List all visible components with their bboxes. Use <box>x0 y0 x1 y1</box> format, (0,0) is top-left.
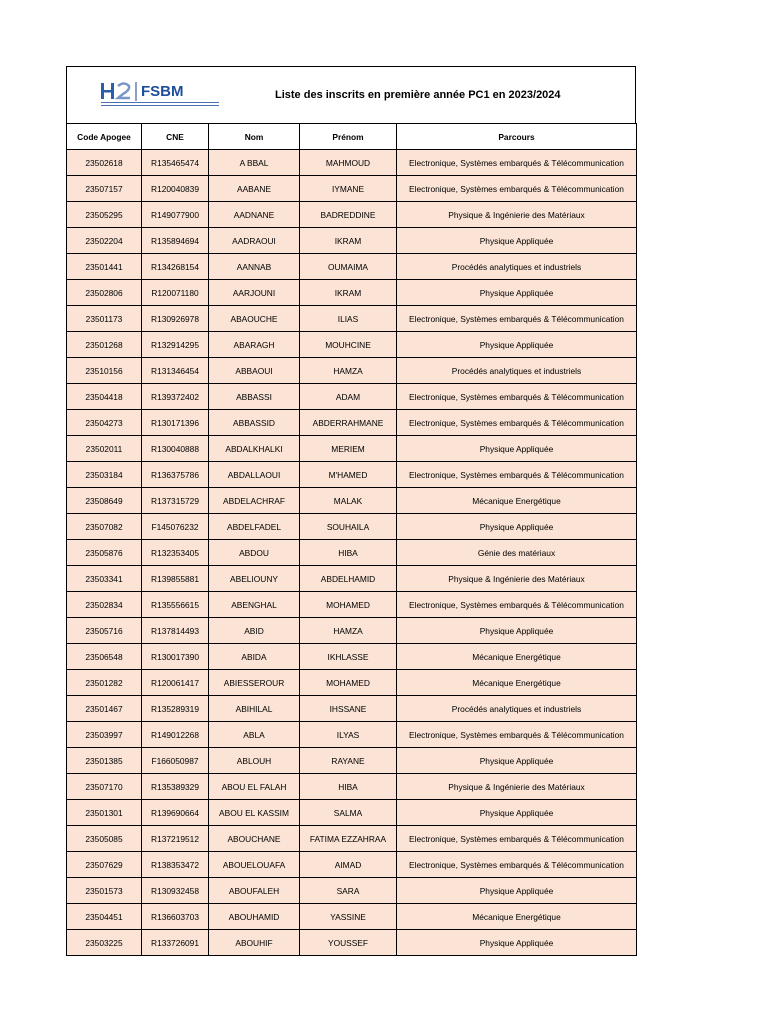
parcours-cell: Physique Appliquée <box>397 228 637 254</box>
prenom-cell: IKRAM <box>300 280 397 306</box>
parcours-cell: Electronique, Systèmes embarqués & Télécommunication <box>397 592 637 618</box>
code-apogee-cell: 23502834 <box>67 592 142 618</box>
cne-cell: R131346454 <box>142 358 209 384</box>
code-apogee-cell: 23503184 <box>67 462 142 488</box>
parcours-cell: Physique Appliquée <box>397 878 637 904</box>
parcours-cell: Procédés analytiques et industriels <box>397 696 637 722</box>
prenom-cell: IKRAM <box>300 228 397 254</box>
parcours-cell: Electronique, Systèmes embarqués & Télécommunication <box>397 150 637 176</box>
code-apogee-cell: 23502618 <box>67 150 142 176</box>
prenom-cell: YASSINE <box>300 904 397 930</box>
prenom-cell: IHSSANE <box>300 696 397 722</box>
table-header-row <box>67 124 637 150</box>
nom-cell: AANNAB <box>209 254 300 280</box>
prenom-cell: ADAM <box>300 384 397 410</box>
cne-cell: R136375786 <box>142 462 209 488</box>
cne-cell: R135894694 <box>142 228 209 254</box>
prenom-cell: ABDELHAMID <box>300 566 397 592</box>
table-row <box>67 228 637 254</box>
table-row <box>67 644 637 670</box>
code-apogee-cell: 23505295 <box>67 202 142 228</box>
parcours-cell: Electronique, Systèmes embarqués & Télécommunication <box>397 306 637 332</box>
table-row <box>67 696 637 722</box>
nom-cell: ABOUHAMID <box>209 904 300 930</box>
table-row <box>67 826 637 852</box>
parcours-cell: Electronique, Systèmes embarqués & Télécommunication <box>397 462 637 488</box>
table-row <box>67 748 637 774</box>
table-row <box>67 280 637 306</box>
parcours-cell: Physique & Ingénierie des Matériaux <box>397 202 637 228</box>
column-header-code-apogee: Code Apogee <box>67 124 142 150</box>
code-apogee-cell: 23501301 <box>67 800 142 826</box>
code-apogee-cell: 23501573 <box>67 878 142 904</box>
nom-cell: AARJOUNI <box>209 280 300 306</box>
code-apogee-cell: 23502806 <box>67 280 142 306</box>
cne-cell: R138353472 <box>142 852 209 878</box>
table-body <box>67 150 637 956</box>
table-row <box>67 670 637 696</box>
document-header <box>66 66 636 123</box>
parcours-cell: Physique & Ingénierie des Matériaux <box>397 566 637 592</box>
nom-cell: ABID <box>209 618 300 644</box>
cne-cell: R137814493 <box>142 618 209 644</box>
code-apogee-cell: 23503997 <box>67 722 142 748</box>
cne-cell: R135465474 <box>142 150 209 176</box>
nom-cell: ABBASSID <box>209 410 300 436</box>
code-apogee-cell: 23505716 <box>67 618 142 644</box>
table-row <box>67 462 637 488</box>
code-apogee-cell: 23501173 <box>67 306 142 332</box>
column-header-prenom: Prénom <box>300 124 397 150</box>
nom-cell: ABARAGH <box>209 332 300 358</box>
document-sheet <box>66 66 636 956</box>
prenom-cell: HAMZA <box>300 618 397 644</box>
prenom-cell: ILIAS <box>300 306 397 332</box>
parcours-cell: Génie des matériaux <box>397 540 637 566</box>
nom-cell: ABOUHIF <box>209 930 300 956</box>
prenom-cell: FATIMA EZZAHRAA <box>300 826 397 852</box>
table-row <box>67 410 637 436</box>
cne-cell: R130171396 <box>142 410 209 436</box>
table-row <box>67 150 637 176</box>
code-apogee-cell: 23505085 <box>67 826 142 852</box>
table-row <box>67 540 637 566</box>
code-apogee-cell: 23508649 <box>67 488 142 514</box>
table-row <box>67 904 637 930</box>
code-apogee-cell: 23504273 <box>67 410 142 436</box>
cne-cell: R137315729 <box>142 488 209 514</box>
cne-cell: R135289319 <box>142 696 209 722</box>
table-row <box>67 176 637 202</box>
nom-cell: ABDALKHALKI <box>209 436 300 462</box>
table-row <box>67 488 637 514</box>
prenom-cell: MOHAMED <box>300 592 397 618</box>
parcours-cell: Electronique, Systèmes embarqués & Télécommunication <box>397 410 637 436</box>
nom-cell: AADRAOUI <box>209 228 300 254</box>
nom-cell: ABOUELOUAFA <box>209 852 300 878</box>
svg-text:FSBM: FSBM <box>141 83 184 100</box>
cne-cell: R149077900 <box>142 202 209 228</box>
code-apogee-cell: 23501268 <box>67 332 142 358</box>
parcours-cell: Physique Appliquée <box>397 618 637 644</box>
nom-cell: ABDELFADEL <box>209 514 300 540</box>
prenom-cell: HIBA <box>300 540 397 566</box>
nom-cell: ABOUCHANE <box>209 826 300 852</box>
nom-cell: AADNANE <box>209 202 300 228</box>
parcours-cell: Electronique, Systèmes embarqués & Télécommunication <box>397 826 637 852</box>
table-row <box>67 852 637 878</box>
table-row <box>67 384 637 410</box>
cne-cell: R139372402 <box>142 384 209 410</box>
parcours-cell: Physique Appliquée <box>397 800 637 826</box>
prenom-cell: BADREDDINE <box>300 202 397 228</box>
cne-cell: R130017390 <box>142 644 209 670</box>
code-apogee-cell: 23501385 <box>67 748 142 774</box>
cne-cell: F145076232 <box>142 514 209 540</box>
prenom-cell: RAYANE <box>300 748 397 774</box>
cne-cell: R149012268 <box>142 722 209 748</box>
prenom-cell: SOUHAILA <box>300 514 397 540</box>
cne-cell: R137219512 <box>142 826 209 852</box>
parcours-cell: Physique Appliquée <box>397 332 637 358</box>
nom-cell: ABIESSEROUR <box>209 670 300 696</box>
nom-cell: ABDELACHRAF <box>209 488 300 514</box>
cne-cell: R130040888 <box>142 436 209 462</box>
prenom-cell: MERIEM <box>300 436 397 462</box>
prenom-cell: HIBA <box>300 774 397 800</box>
code-apogee-cell: 23502204 <box>67 228 142 254</box>
parcours-cell: Electronique, Systèmes embarqués & Télécommunication <box>397 722 637 748</box>
code-apogee-cell: 23505876 <box>67 540 142 566</box>
parcours-cell: Procédés analytiques et industriels <box>397 358 637 384</box>
parcours-cell: Mécanique Energétique <box>397 644 637 670</box>
parcours-cell: Electronique, Systèmes embarqués & Télécommunication <box>397 384 637 410</box>
code-apogee-cell: 23506548 <box>67 644 142 670</box>
table-row <box>67 618 637 644</box>
prenom-cell: MOUHCINE <box>300 332 397 358</box>
table-row <box>67 800 637 826</box>
table-row <box>67 332 637 358</box>
nom-cell: ABDOU <box>209 540 300 566</box>
cne-cell: R134268154 <box>142 254 209 280</box>
cne-cell: R139690664 <box>142 800 209 826</box>
nom-cell: ABAOUCHE <box>209 306 300 332</box>
prenom-cell: HAMZA <box>300 358 397 384</box>
nom-cell: ABBASSI <box>209 384 300 410</box>
table-row <box>67 774 637 800</box>
fsbm-logo <box>99 79 223 109</box>
prenom-cell: MAHMOUD <box>300 150 397 176</box>
code-apogee-cell: 23507629 <box>67 852 142 878</box>
nom-cell: ABLOUH <box>209 748 300 774</box>
cne-cell: R132914295 <box>142 332 209 358</box>
code-apogee-cell: 23510156 <box>67 358 142 384</box>
prenom-cell: SARA <box>300 878 397 904</box>
table-row <box>67 566 637 592</box>
table-row <box>67 358 637 384</box>
cne-cell: R139855881 <box>142 566 209 592</box>
code-apogee-cell: 23501441 <box>67 254 142 280</box>
parcours-cell: Mécanique Energétique <box>397 904 637 930</box>
nom-cell: A BBAL <box>209 150 300 176</box>
nom-cell: ABDALLAOUI <box>209 462 300 488</box>
code-apogee-cell: 23503225 <box>67 930 142 956</box>
code-apogee-cell: 23507157 <box>67 176 142 202</box>
cne-cell: R136603703 <box>142 904 209 930</box>
nom-cell: ABOU EL KASSIM <box>209 800 300 826</box>
cne-cell: R120040839 <box>142 176 209 202</box>
cne-cell: R133726091 <box>142 930 209 956</box>
parcours-cell: Physique & Ingénierie des Matériaux <box>397 774 637 800</box>
cne-cell: R120071180 <box>142 280 209 306</box>
table-row <box>67 514 637 540</box>
cne-cell: R135556615 <box>142 592 209 618</box>
table-row <box>67 930 637 956</box>
parcours-cell: Physique Appliquée <box>397 514 637 540</box>
parcours-cell: Mécanique Energétique <box>397 670 637 696</box>
prenom-cell: M'HAMED <box>300 462 397 488</box>
table-row <box>67 202 637 228</box>
nom-cell: ABBAOUI <box>209 358 300 384</box>
prenom-cell: IYMANE <box>300 176 397 202</box>
prenom-cell: MOHAMED <box>300 670 397 696</box>
prenom-cell: AIMAD <box>300 852 397 878</box>
document-title: Liste des inscrits en première année PC1 en 2023/2024 <box>275 89 561 101</box>
code-apogee-cell: 23507082 <box>67 514 142 540</box>
prenom-cell: MALAK <box>300 488 397 514</box>
prenom-cell: ILYAS <box>300 722 397 748</box>
nom-cell: AABANE <box>209 176 300 202</box>
parcours-cell: Electronique, Systèmes embarqués & Télécommunication <box>397 176 637 202</box>
parcours-cell: Physique Appliquée <box>397 748 637 774</box>
column-header-cne: CNE <box>142 124 209 150</box>
parcours-cell: Mécanique Energétique <box>397 488 637 514</box>
code-apogee-cell: 23504451 <box>67 904 142 930</box>
parcours-cell: Electronique, Systèmes embarqués & Télécommunication <box>397 852 637 878</box>
cne-cell: R135389329 <box>142 774 209 800</box>
parcours-cell: Procédés analytiques et industriels <box>397 254 637 280</box>
nom-cell: ABLA <box>209 722 300 748</box>
code-apogee-cell: 23501282 <box>67 670 142 696</box>
parcours-cell: Physique Appliquée <box>397 930 637 956</box>
prenom-cell: IKHLASSE <box>300 644 397 670</box>
code-apogee-cell: 23503341 <box>67 566 142 592</box>
table-row <box>67 592 637 618</box>
nom-cell: ABELIOUNY <box>209 566 300 592</box>
code-apogee-cell: 23501467 <box>67 696 142 722</box>
parcours-cell: Physique Appliquée <box>397 436 637 462</box>
nom-cell: ABENGHAL <box>209 592 300 618</box>
cne-cell: R130932458 <box>142 878 209 904</box>
nom-cell: ABOUFALEH <box>209 878 300 904</box>
cne-cell: F166050987 <box>142 748 209 774</box>
cne-cell: R132353405 <box>142 540 209 566</box>
code-apogee-cell: 23502011 <box>67 436 142 462</box>
table-row <box>67 722 637 748</box>
nom-cell: ABIHILAL <box>209 696 300 722</box>
parcours-cell: Physique Appliquée <box>397 280 637 306</box>
column-header-parcours: Parcours <box>397 124 637 150</box>
prenom-cell: OUMAIMA <box>300 254 397 280</box>
prenom-cell: SALMA <box>300 800 397 826</box>
table-row <box>67 306 637 332</box>
prenom-cell: ABDERRAHMANE <box>300 410 397 436</box>
table-row <box>67 254 637 280</box>
nom-cell: ABIDA <box>209 644 300 670</box>
code-apogee-cell: 23507170 <box>67 774 142 800</box>
prenom-cell: YOUSSEF <box>300 930 397 956</box>
nom-cell: ABOU EL FALAH <box>209 774 300 800</box>
table-row <box>67 878 637 904</box>
table-row <box>67 436 637 462</box>
cne-cell: R130926978 <box>142 306 209 332</box>
students-table <box>66 123 637 956</box>
code-apogee-cell: 23504418 <box>67 384 142 410</box>
column-header-nom: Nom <box>209 124 300 150</box>
cne-cell: R120061417 <box>142 670 209 696</box>
